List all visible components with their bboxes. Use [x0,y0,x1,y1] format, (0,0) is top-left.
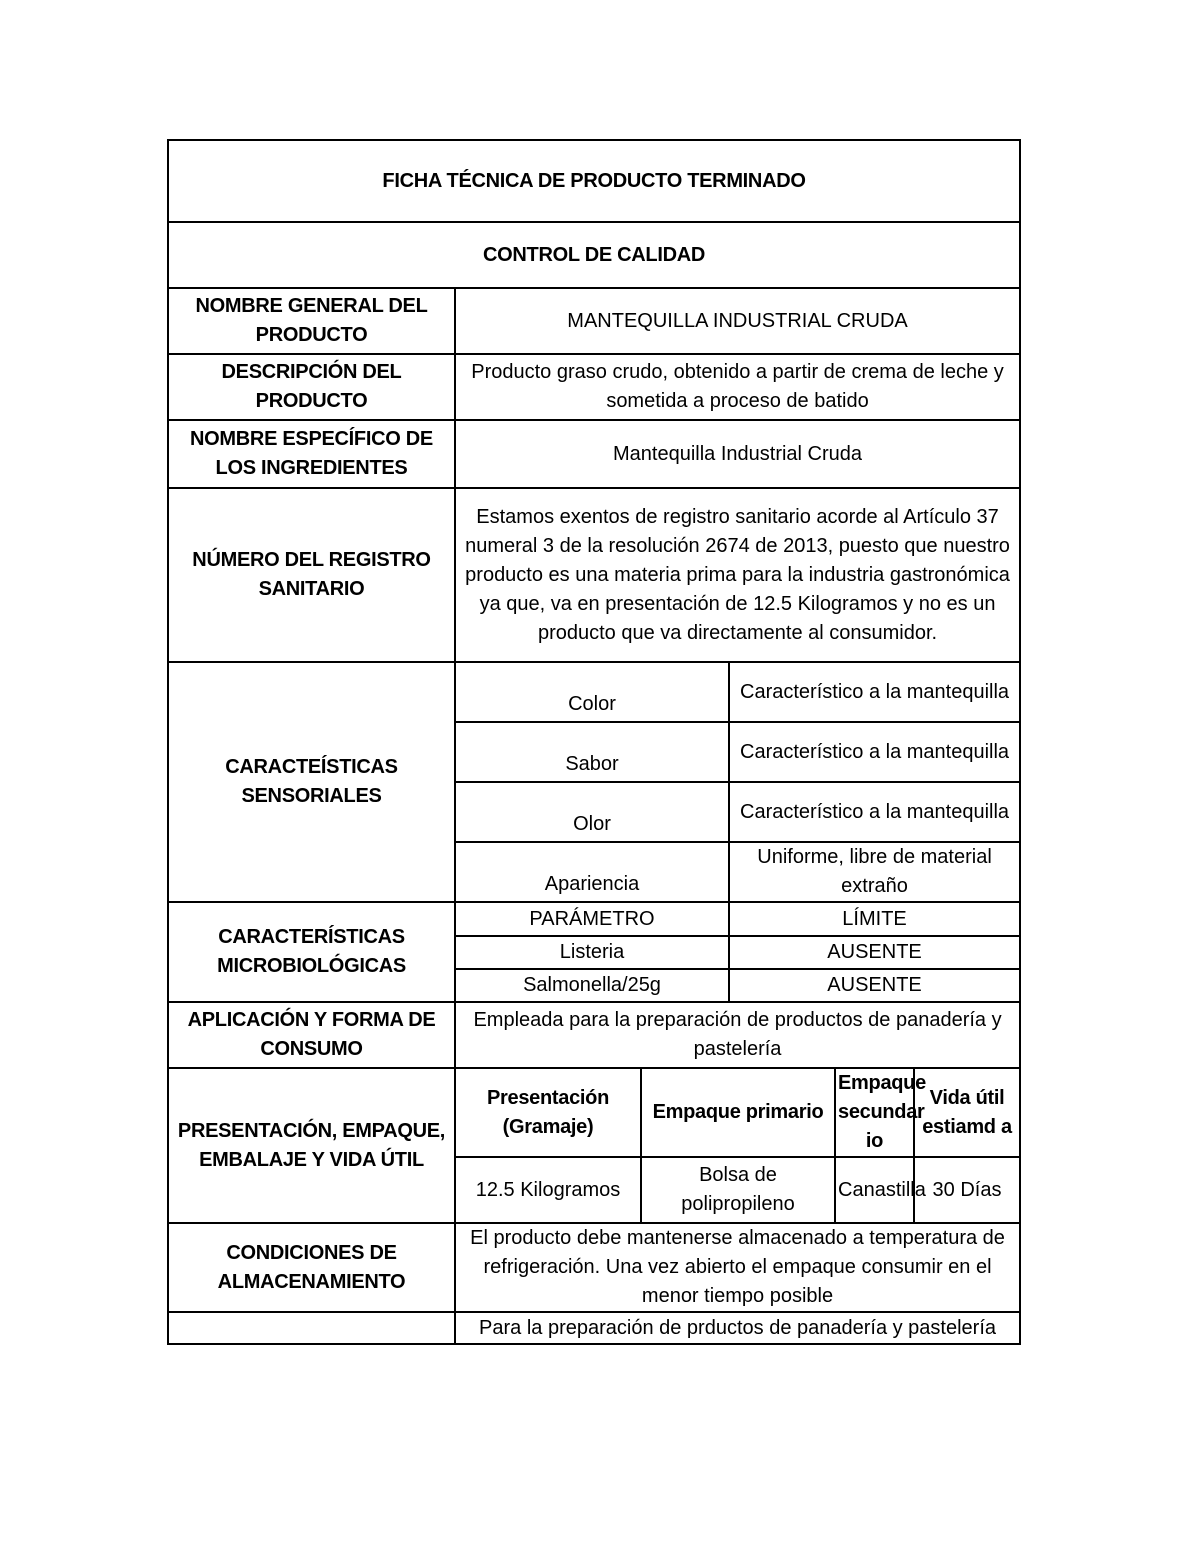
product-name-label: NOMBRE GENERAL DEL PRODUCTO [168,288,455,354]
sanitary-registry-label: NÚMERO DEL REGISTRO SANITARIO [168,488,455,662]
sensory-value: Uniforme, libre de material extraño [729,842,1020,902]
primary-packaging-value: Bolsa de polipropileno [641,1157,835,1223]
product-name-value: MANTEQUILLA INDUSTRIAL CRUDA [455,288,1020,354]
microbiological-label: CARACTERÍSTICAS MICROBIOLÓGICAS [168,902,455,1002]
last-row-value: Para la preparación de prductos de panadería y pastelería [455,1312,1020,1344]
sensory-label: CARACTEÍSTICAS SENSORIALES [168,662,455,902]
sensory-param: Color [455,662,729,722]
microbiological-header-param: PARÁMETRO [455,902,729,936]
primary-packaging-header: Empaque primario [641,1068,835,1157]
description-value: Producto graso crudo, obtenido a partir de crema de leche y sometida a proceso de batido [455,354,1020,420]
sanitary-registry-value: Estamos exentos de registro sanitario acorde al Artículo 37 numeral 3 de la resolución 2674 de 2013, puesto que nuestro producto es una materia prima para la industria gastronómica ya que, va en presentación de 12.5 Kilogramos y no es un producto que va directamente al consumidor. [455,488,1020,662]
microbiological-limit: AUSENTE [729,969,1020,1002]
sensory-value: Característico a la mantequilla [729,722,1020,782]
presentation-label: PRESENTACIÓN, EMPAQUE, EMBALAJE Y VIDA ÚTIL [168,1068,455,1223]
secondary-packaging-value: Canastilla [835,1157,914,1223]
sensory-param: Olor [455,782,729,842]
sensory-param: Apariencia [455,842,729,902]
microbiological-header-limit: LÍMITE [729,902,1020,936]
microbiological-param: Salmonella/25g [455,969,729,1002]
presentation-value: 12.5 Kilogramos [455,1157,641,1223]
sensory-value: Característico a la mantequilla [729,662,1020,722]
application-label: APLICACIÓN Y FORMA DE CONSUMO [168,1002,455,1068]
ingredients-label: NOMBRE ESPECÍFICO DE LOS INGREDIENTES [168,420,455,488]
sensory-param: Sabor [455,722,729,782]
storage-label: CONDICIONES DE ALMACENAMIENTO [168,1223,455,1312]
microbiological-param: Listeria [455,936,729,969]
secondary-packaging-header: Empaque secundar io [835,1068,914,1157]
sensory-value: Característico a la mantequilla [729,782,1020,842]
microbiological-limit: AUSENTE [729,936,1020,969]
sheet-subtitle: CONTROL DE CALIDAD [168,222,1020,288]
sheet-title: FICHA TÉCNICA DE PRODUCTO TERMINADO [168,140,1020,222]
presentation-header: Presentación (Gramaje) [455,1068,641,1157]
ingredients-value: Mantequilla Industrial Cruda [455,420,1020,488]
last-row-label [168,1312,455,1344]
shelf-life-value: 30 Días [914,1157,1020,1223]
technical-sheet-table [167,139,1021,1345]
storage-value: El producto debe mantenerse almacenado a temperatura de refrigeración. Una vez abierto el empaque consumir en el menor tiempo posible [455,1223,1020,1312]
application-value: Empleada para la preparación de productos de panadería y pastelería [455,1002,1020,1068]
shelf-life-header: Vida útil estiamd a [914,1068,1020,1157]
description-label: DESCRIPCIÓN DEL PRODUCTO [168,354,455,420]
